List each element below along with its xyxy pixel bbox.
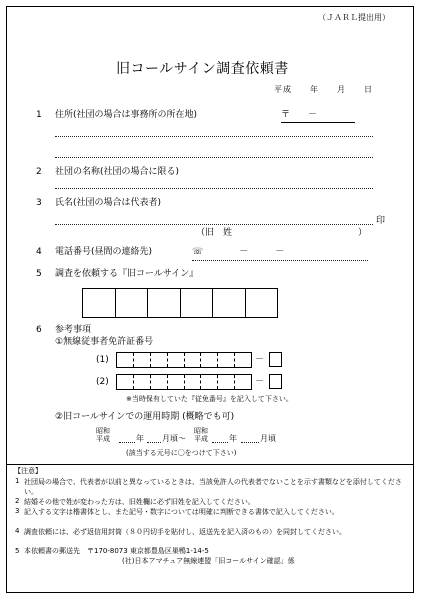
jarl-note: （ＪＡＲＬ提出用） — [318, 13, 390, 22]
note-5-number: 5 — [15, 547, 20, 555]
license-row-2-label: (2) — [96, 377, 109, 387]
month-from-label: 月頃～ — [162, 434, 186, 443]
note-4-text: 調査依頼には、必ず返信用封筒（８０円切手を貼付し、返送先を記入済のもの）を同封してください。 — [24, 528, 346, 536]
phone-line[interactable] — [192, 260, 368, 261]
club-label: 社団の名称(社団の場合に限る) — [55, 167, 180, 177]
notes-heading: 【注意】 — [14, 467, 42, 475]
postal-code: 〒 － — [281, 110, 318, 120]
license-row-1-label: (1) — [96, 355, 109, 365]
section-2-number: 2 — [36, 167, 42, 177]
address-line-1[interactable] — [55, 136, 373, 137]
license-title: ①無線従事者免許証番号 — [55, 337, 154, 347]
name-line[interactable] — [55, 224, 373, 225]
month-from-line[interactable] — [147, 442, 161, 443]
section-3-number: 3 — [36, 198, 42, 208]
section-4-number: 4 — [36, 247, 42, 257]
seal-mark: 印 — [376, 216, 386, 226]
address-line-2[interactable] — [55, 157, 373, 158]
reference-label: 参考事項 — [55, 325, 92, 335]
license-row-2-dash: － — [255, 377, 265, 387]
callsign-boxes[interactable] — [82, 288, 278, 318]
era-to: 昭和 平成 — [194, 427, 208, 443]
club-line[interactable] — [55, 188, 373, 189]
year-to-line[interactable] — [212, 442, 228, 443]
postal-line — [281, 122, 355, 123]
name-label: 氏名(社団の場合は代表者) — [55, 198, 162, 208]
address-label: 住所(社団の場合は事務所の所在地) — [55, 110, 198, 120]
note-5-text: 本依頼書の郵送先 〒170-8073 東京都豊島区巣鴨1-14-5 — [24, 547, 209, 555]
license-suffix-2[interactable] — [269, 374, 282, 389]
phone-label: 電話番号(昼間の連絡先) — [55, 247, 153, 257]
note-1-text: 社団局の場合で、代表者が以前と異なっているときは、当該免許人の代表者でないことを示す書類などを添付してください。 — [24, 478, 402, 496]
note-5-recipient: (社)日本アマチュア無線連盟「旧コールサイン確認」係 — [122, 557, 295, 565]
license-suffix-1[interactable] — [269, 352, 282, 367]
period-title: ②旧コールサインでの運用時期 (概略でも可) — [55, 412, 235, 422]
license-number-2[interactable] — [116, 374, 252, 390]
note-4-number: 4 — [15, 527, 20, 535]
note-1-number: 1 — [15, 477, 20, 485]
year-from-line[interactable] — [119, 442, 135, 443]
year-to-label: 年 — [229, 434, 237, 443]
circle-note: (該当する元号に〇をつけて下さい) — [126, 449, 237, 457]
former-surname: （旧 姓 ） — [196, 228, 368, 238]
phone-value: ☏ － － — [192, 247, 285, 257]
month-to-line[interactable] — [241, 442, 259, 443]
year-from-label: 年 — [136, 434, 144, 443]
notes-divider — [7, 464, 413, 465]
note-2-text: 結婚その他で姓が変わった方は、旧姓欄に必ず旧姓を記入してください。 — [24, 498, 255, 506]
request-label: 調査を依頼する『旧コールサイン』 — [55, 269, 199, 279]
month-to-label: 月頃 — [260, 434, 276, 443]
section-5-number: 5 — [36, 269, 42, 279]
section-1-number: 1 — [36, 110, 42, 120]
section-6-number: 6 — [36, 325, 42, 335]
license-number-1[interactable] — [116, 352, 252, 368]
date-label: 平成 年 月 日 — [274, 85, 373, 94]
note-2-number: 2 — [15, 497, 20, 505]
era-from: 昭和 平成 — [96, 427, 110, 443]
license-note: ※当時保有していた『従免番号』を記入して下さい。 — [126, 395, 293, 403]
note-3-number: 3 — [15, 507, 20, 515]
form-title: 旧コールサイン調査依頼書 — [116, 61, 289, 77]
license-row-1-dash: － — [255, 355, 265, 365]
note-3-text: 記入する文字は楷書体とし、また記号・数字については明確に判断できる書体で記入してください。 — [24, 508, 339, 516]
